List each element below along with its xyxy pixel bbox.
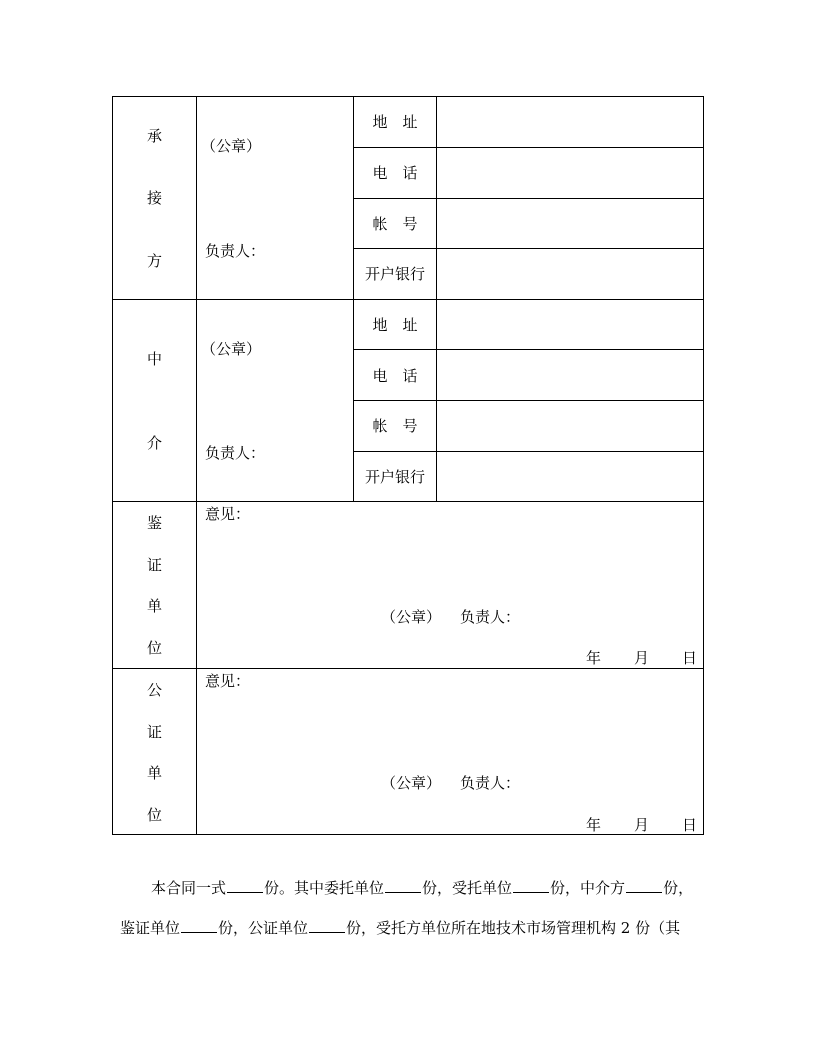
seal-label: （公章） <box>201 137 262 155</box>
signature-table <box>112 96 704 835</box>
field-label-account: 帐 号 <box>372 215 418 233</box>
divider <box>353 97 354 501</box>
seal-label: （公章） <box>381 608 442 626</box>
footer-text: 本合同一式 <box>151 879 227 897</box>
section-label-char: 承 <box>146 127 162 145</box>
divider <box>113 299 703 300</box>
divider <box>196 97 197 834</box>
section-label-char: 介 <box>146 434 162 452</box>
footer-text: 份，公证单位 <box>218 919 309 937</box>
field-label-address: 地 址 <box>372 316 418 334</box>
section-label-char: 证 <box>146 723 162 741</box>
footer-line-2 <box>0 918 816 937</box>
section-label-char: 方 <box>146 252 162 270</box>
divider <box>113 668 703 669</box>
copies-blank <box>626 878 662 893</box>
opinion-label: 意见： <box>205 505 251 523</box>
copies-blank <box>385 878 421 893</box>
divider <box>353 248 703 249</box>
field-label-bank: 开户银行 <box>364 468 425 486</box>
divider <box>353 451 703 452</box>
section-label-char: 中 <box>146 350 162 368</box>
opinion-label: 意见： <box>205 672 251 690</box>
section-label-char: 接 <box>146 189 162 207</box>
field-label-account: 帐 号 <box>372 417 418 435</box>
divider <box>436 97 437 501</box>
copies-blank <box>513 878 549 893</box>
footer-text: 份，受托方单位所在地技术市场管理机构 2 份（其 <box>346 919 681 937</box>
footer-text: 鉴证单位 <box>120 919 181 937</box>
section-label-char: 位 <box>146 806 162 824</box>
footer-text: 份， <box>663 879 694 897</box>
date-day: 日 <box>682 649 698 667</box>
section-label-char: 单 <box>146 597 162 615</box>
section-label-char: 证 <box>146 556 162 574</box>
field-label-address: 地 址 <box>372 113 418 131</box>
divider <box>353 198 703 199</box>
seal-label: （公章） <box>381 774 442 792</box>
divider <box>353 147 703 148</box>
footer-text: 份。其中委托单位 <box>264 879 385 897</box>
copies-blank <box>227 878 263 893</box>
seal-label: （公章） <box>201 340 262 358</box>
field-label-phone: 电 话 <box>372 367 418 385</box>
footer-text: 份，中介方 <box>550 879 626 897</box>
divider <box>353 349 703 350</box>
date-month: 月 <box>634 649 650 667</box>
field-label-phone: 电 话 <box>372 164 418 182</box>
section-label-char: 位 <box>146 639 162 657</box>
responsible-label: 负责人： <box>460 774 521 792</box>
divider <box>353 400 703 401</box>
responsible-label: 负责人： <box>460 608 521 626</box>
date-day: 日 <box>682 816 698 834</box>
section-label-char: 单 <box>146 764 162 782</box>
footer-line-1 <box>0 878 816 897</box>
copies-blank <box>181 918 217 933</box>
divider <box>113 501 703 502</box>
date-year: 年 <box>586 649 602 667</box>
field-label-bank: 开户银行 <box>364 265 425 283</box>
responsible-label: 负责人： <box>205 444 266 462</box>
copies-blank <box>309 918 345 933</box>
section-label-char: 公 <box>146 681 162 699</box>
section-label-char: 鉴 <box>146 514 162 532</box>
date-year: 年 <box>586 816 602 834</box>
responsible-label: 负责人： <box>205 242 266 260</box>
date-month: 月 <box>634 816 650 834</box>
footer-text: 份，受托单位 <box>422 879 513 897</box>
